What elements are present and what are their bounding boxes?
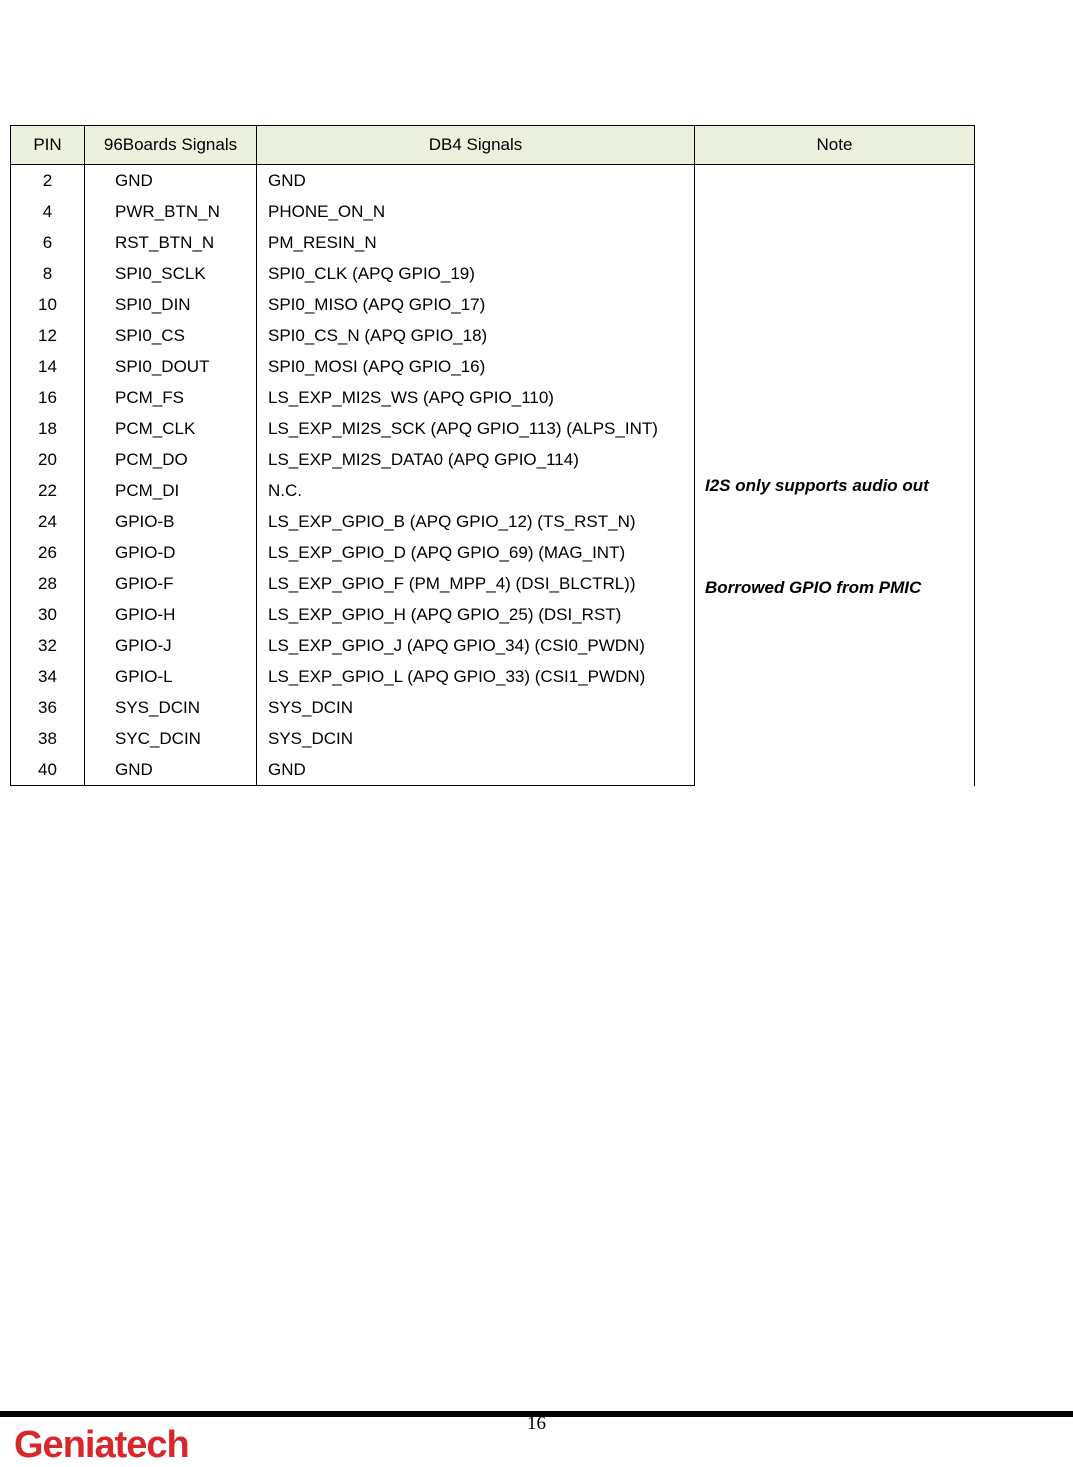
signal-96boards-cell: GPIO-B [85,506,257,537]
signal-96boards-cell: PCM_FS [85,382,257,413]
signal-96boards-cell: SYS_DCIN [85,692,257,723]
pin-cell: 2 [11,165,85,197]
pin-cell: 32 [11,630,85,661]
signal-db4-cell: PHONE_ON_N [257,196,695,227]
signal-db4-cell: SPI0_CS_N (APQ GPIO_18) [257,320,695,351]
signal-96boards-cell: PWR_BTN_N [85,196,257,227]
pin-cell: 36 [11,692,85,723]
signal-db4-cell: LS_EXP_GPIO_H (APQ GPIO_25) (DSI_RST) [257,599,695,630]
pin-cell: 26 [11,537,85,568]
signal-96boards-cell: GND [85,754,257,786]
signal-db4-cell: SYS_DCIN [257,692,695,723]
geniatech-logo: Geniatech [14,1424,189,1466]
table-body [11,165,975,786]
pin-cell: 22 [11,475,85,506]
header-96boards-signals: 96Boards Signals [85,126,257,165]
signal-96boards-cell: GPIO-F [85,568,257,599]
signal-db4-cell: LS_EXP_GPIO_B (APQ GPIO_12) (TS_RST_N) [257,506,695,537]
pin-table [10,125,975,786]
signal-db4-cell: LS_EXP_MI2S_SCK (APQ GPIO_113) (ALPS_INT) [257,413,695,444]
signal-db4-cell: LS_EXP_GPIO_F (PM_MPP_4) (DSI_BLCTRL)) [257,568,695,599]
signal-96boards-cell: SPI0_CS [85,320,257,351]
signal-db4-cell: LS_EXP_GPIO_J (APQ GPIO_34) (CSI0_PWDN) [257,630,695,661]
signal-96boards-cell: PCM_DO [85,444,257,475]
note-text: I2S only supports audio out [705,476,929,495]
pin-cell: 30 [11,599,85,630]
signal-db4-cell: SPI0_MOSI (APQ GPIO_16) [257,351,695,382]
signal-96boards-cell: SPI0_SCLK [85,258,257,289]
pin-cell: 18 [11,413,85,444]
signal-db4-cell: PM_RESIN_N [257,227,695,258]
pin-cell: 8 [11,258,85,289]
header-pin: PIN [11,126,85,165]
pin-cell: 34 [11,661,85,692]
pin-cell: 16 [11,382,85,413]
signal-db4-cell: GND [257,165,695,197]
signal-96boards-cell: GPIO-L [85,661,257,692]
pin-cell: 38 [11,723,85,754]
pin-cell: 14 [11,351,85,382]
pin-cell: 28 [11,568,85,599]
pin-cell: 24 [11,506,85,537]
signal-db4-cell: LS_EXP_MI2S_DATA0 (APQ GPIO_114) [257,444,695,475]
table-row [11,165,975,197]
signal-96boards-cell: SPI0_DOUT [85,351,257,382]
pin-cell: 40 [11,754,85,786]
signal-96boards-cell: GPIO-J [85,630,257,661]
signal-db4-cell: N.C. [257,475,695,506]
note-text: Borrowed GPIO from PMIC [705,578,922,597]
pin-cell: 6 [11,227,85,258]
signal-db4-cell: LS_EXP_GPIO_L (APQ GPIO_33) (CSI1_PWDN) [257,661,695,692]
signal-96boards-cell: GPIO-D [85,537,257,568]
signal-db4-cell: SPI0_CLK (APQ GPIO_19) [257,258,695,289]
signal-db4-cell: LS_EXP_GPIO_D (APQ GPIO_69) (MAG_INT) [257,537,695,568]
note-cell [695,165,975,786]
signal-96boards-cell: SYC_DCIN [85,723,257,754]
signal-96boards-cell: PCM_DI [85,475,257,506]
pin-cell: 20 [11,444,85,475]
pin-cell: 12 [11,320,85,351]
signal-96boards-cell: PCM_CLK [85,413,257,444]
pin-cell: 4 [11,196,85,227]
signal-db4-cell: SPI0_MISO (APQ GPIO_17) [257,289,695,320]
page-number: 16 [527,1413,546,1434]
signal-db4-cell: LS_EXP_MI2S_WS (APQ GPIO_110) [257,382,695,413]
signal-96boards-cell: GND [85,165,257,197]
header-note: Note [695,126,975,165]
pin-cell: 10 [11,289,85,320]
signal-96boards-cell: SPI0_DIN [85,289,257,320]
signal-db4-cell: GND [257,754,695,786]
signal-db4-cell: SYS_DCIN [257,723,695,754]
table-header-row [11,126,975,165]
signal-96boards-cell: RST_BTN_N [85,227,257,258]
header-db4-signals: DB4 Signals [257,126,695,165]
signal-96boards-cell: GPIO-H [85,599,257,630]
